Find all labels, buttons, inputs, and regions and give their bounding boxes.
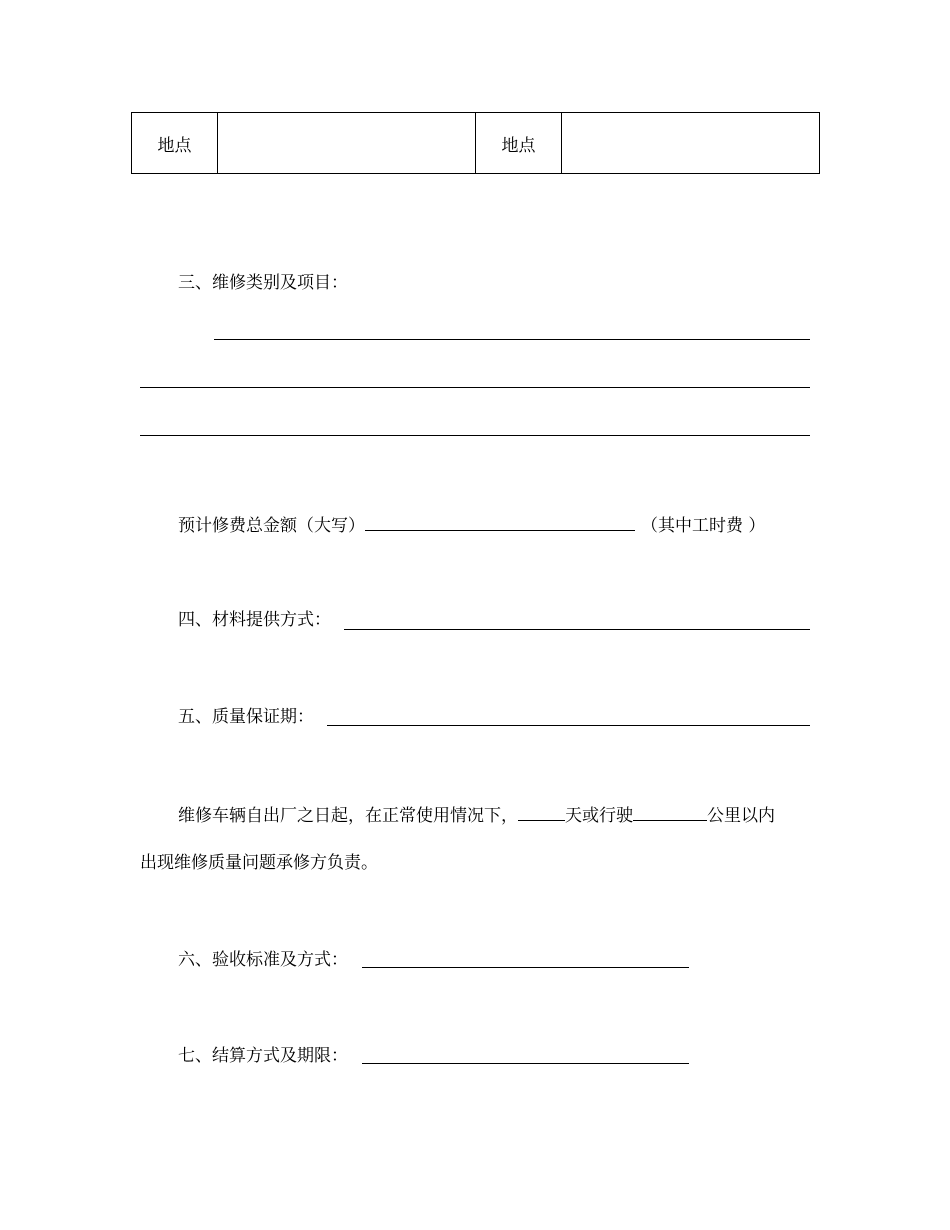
estimate-labor-note: （其中工时费 ） [641, 516, 766, 536]
warranty-line-1 [178, 802, 775, 828]
estimate-amount-field[interactable] [365, 512, 635, 531]
warranty-text-part2: 天或行驶 [565, 806, 633, 826]
warranty-days-field[interactable] [518, 802, 565, 821]
settlement-method-field[interactable] [362, 1063, 689, 1064]
warranty-line-2: 出现维修质量问题承修方负责。 [140, 853, 378, 873]
section5-label: 五、质量保证期： [178, 707, 314, 727]
warranty-text-part1: 维修车辆自出厂之日起，在正常使用情况下， [178, 806, 518, 826]
left-location-value[interactable] [218, 113, 476, 174]
section4-label: 四、材料提供方式： [178, 610, 331, 630]
material-method-field[interactable] [344, 629, 810, 630]
section3-line-2[interactable] [140, 387, 810, 388]
section7-label: 七、结算方式及期限： [178, 1046, 348, 1066]
section3-line-3[interactable] [140, 435, 810, 436]
table-row [132, 113, 820, 174]
section3-heading: 三、维修类别及项目： [178, 273, 348, 293]
warranty-text-part3: 公里以内 [707, 806, 775, 826]
estimate-row [178, 512, 765, 538]
left-location-label: 地点 [132, 113, 218, 174]
warranty-km-field[interactable] [633, 802, 707, 821]
right-location-label: 地点 [476, 113, 562, 174]
estimate-label: 预计修费总金额（大写） [178, 516, 365, 536]
section6-label: 六、验收标准及方式： [178, 950, 348, 970]
location-table [131, 112, 820, 174]
section3-line-1[interactable] [214, 339, 810, 340]
right-location-value[interactable] [562, 113, 820, 174]
warranty-period-field[interactable] [327, 725, 810, 726]
acceptance-standard-field[interactable] [362, 967, 689, 968]
